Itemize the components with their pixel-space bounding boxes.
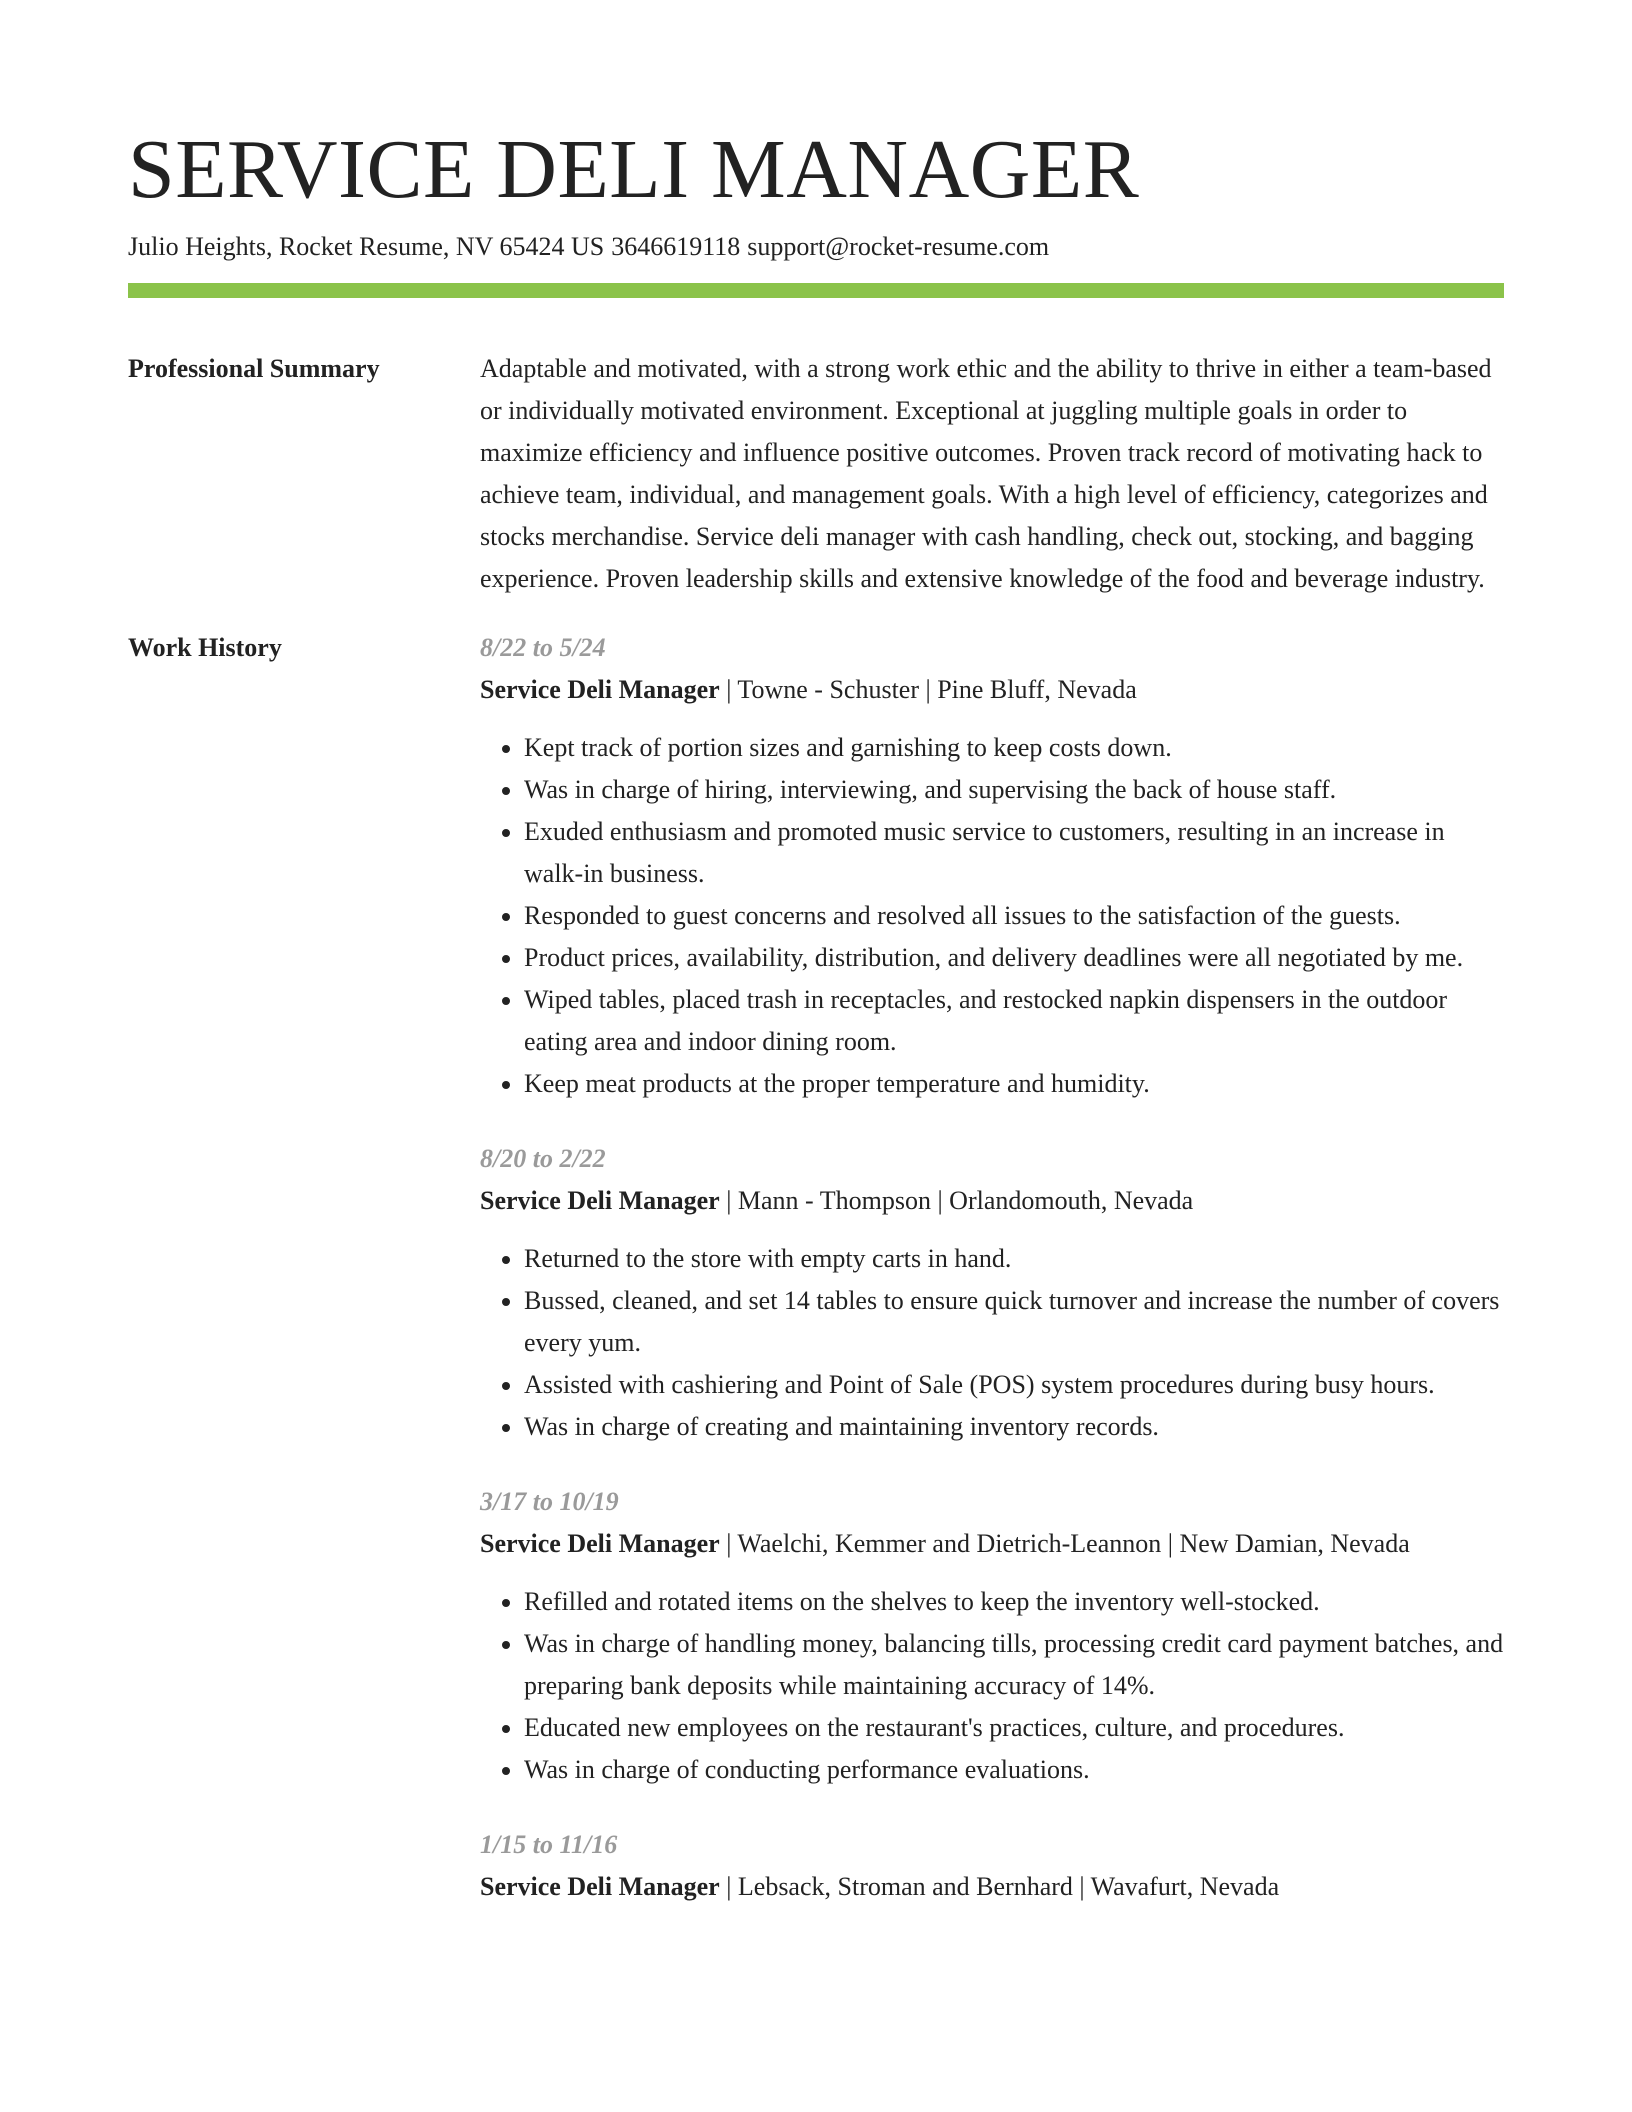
- resume-page: [128, 122, 1504, 1941]
- job-bullet: • Was in charge of creating and maintaining inventory records.: [524, 1406, 1504, 1448]
- job-dates: 3/17 to 10/19: [480, 1487, 619, 1516]
- job-employer-location: | Lebsack, Stroman and Bernhard | Wavafurt, Nevada: [719, 1872, 1280, 1901]
- contact-address: Julio Heights, Rocket Resume, NV 65424 US: [128, 232, 605, 261]
- job-heading: [480, 1866, 1504, 1908]
- job-bullet: • Educated new employees on the restaurant's practices, culture, and procedures.: [524, 1707, 1504, 1749]
- summary-text: Adaptable and motivated, with a strong work ethic and the ability to thrive in either a team-based or individually motivated environment. Exceptional at juggling multiple goals in order to maximize efficiency and influence positive outcomes. Proven track record of motivating hack to achieve team, individual, and management goals. With a high level of efficiency, categorizes and stocks merchandise. Service deli manager with cash handling, check out, stocking, and bagging experience. Proven leadership skills and extensive knowledge of the food and beverage industry.: [480, 354, 1492, 593]
- accent-divider: [128, 283, 1504, 298]
- job-bullet-list: [480, 1581, 1504, 1791]
- section-title-summary: Professional Summary: [128, 354, 380, 383]
- job-bullet: • Exuded enthusiasm and promoted music service to customers, resulting in an increase in walk-in business.: [524, 811, 1504, 895]
- job-dates: 8/22 to 5/24: [480, 633, 606, 662]
- job-bullet: • Was in charge of conducting performance evaluations.: [524, 1749, 1504, 1791]
- job-bullet: • Bussed, cleaned, and set 14 tables to ensure quick turnover and increase the number of covers every yum.: [524, 1280, 1504, 1364]
- work-history-section: [128, 627, 1504, 1941]
- job-bullet-list: [480, 727, 1504, 1105]
- job-bullet: • Was in charge of hiring, interviewing, and supervising the back of house staff.: [524, 769, 1504, 811]
- job-bullet: • Responded to guest concerns and resolved all issues to the satisfaction of the guests.: [524, 895, 1504, 937]
- job-bullet-list: [480, 1238, 1504, 1448]
- job-role: Service Deli Manager: [480, 1186, 720, 1215]
- job-entry: [480, 627, 1504, 1105]
- job-role: Service Deli Manager: [480, 1529, 720, 1558]
- job-dates: 8/20 to 2/22: [480, 1144, 606, 1173]
- job-bullet: • Refilled and rotated items on the shelves to keep the inventory well-stocked.: [524, 1581, 1504, 1623]
- contact-phone: 3646619118: [611, 232, 741, 261]
- professional-summary-section: [128, 348, 1504, 600]
- job-bullet: • Keep meat products at the proper temperature and humidity.: [524, 1063, 1504, 1105]
- job-entry: [480, 1138, 1504, 1448]
- work-history-body: [480, 627, 1504, 1941]
- contact-email: support@rocket-resume.com: [747, 232, 1050, 261]
- resume-name: SERVICE DELI MANAGER: [128, 123, 1140, 216]
- job-heading: [480, 1523, 1504, 1565]
- job-role: Service Deli Manager: [480, 675, 720, 704]
- job-dates: 1/15 to 11/16: [480, 1830, 618, 1859]
- job-entry: [480, 1481, 1504, 1791]
- job-bullet: • Wiped tables, placed trash in receptacles, and restocked napkin dispensers in the outdoor eating area and indoor dining room.: [524, 979, 1504, 1063]
- job-bullet: • Assisted with cashiering and Point of Sale (POS) system procedures during busy hours.: [524, 1364, 1504, 1406]
- job-employer-location: | Mann - Thompson | Orlandomouth, Nevada: [719, 1186, 1194, 1215]
- section-title-work-history: Work History: [128, 633, 282, 662]
- job-bullet: • Returned to the store with empty carts in hand.: [524, 1238, 1504, 1280]
- summary-body: [480, 348, 1504, 600]
- job-employer-location: | Towne - Schuster | Pine Bluff, Nevada: [719, 675, 1137, 704]
- job-entry: [480, 1824, 1504, 1908]
- job-heading: [480, 669, 1504, 711]
- job-role: Service Deli Manager: [480, 1872, 720, 1901]
- job-heading: [480, 1180, 1504, 1222]
- job-bullet: • Kept track of portion sizes and garnishing to keep costs down.: [524, 727, 1504, 769]
- job-bullet: • Was in charge of handling money, balancing tills, processing credit card payment batches, and preparing bank deposits while maintaining accuracy of 14%.: [524, 1623, 1504, 1707]
- job-bullet: • Product prices, availability, distribution, and delivery deadlines were all negotiated by me.: [524, 937, 1504, 979]
- contact-line: [128, 230, 1504, 264]
- job-employer-location: | Waelchi, Kemmer and Dietrich-Leannon | New Damian, Nevada: [719, 1529, 1410, 1558]
